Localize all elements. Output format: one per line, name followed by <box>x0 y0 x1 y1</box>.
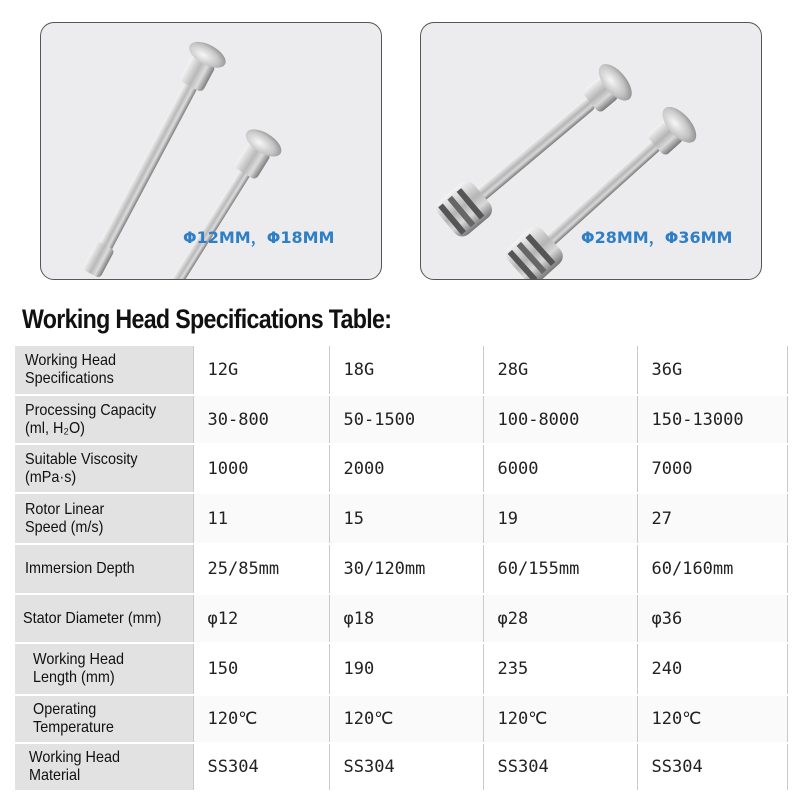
table-row <box>15 643 787 695</box>
cell-value: 120℃ <box>483 695 637 743</box>
row-label <box>15 594 193 643</box>
cell-value: 15 <box>329 493 483 544</box>
cell-value: 30/120mm <box>329 544 483 594</box>
cell-value: SS304 <box>483 743 637 791</box>
row-label-line: Rotor Linear <box>25 500 105 518</box>
cell-value: 11 <box>193 493 329 544</box>
table-row <box>15 395 787 444</box>
large-heads-caption: Φ28MM，Φ36MM <box>581 228 733 247</box>
cell-value: 150-13000 <box>637 395 787 444</box>
row-label-line: Stator Diameter (mm) <box>23 609 162 627</box>
cell-value: 36G <box>637 346 787 395</box>
row-label <box>15 493 193 544</box>
row-label-line: Immersion Depth <box>25 560 135 577</box>
cell-value: 25/85mm <box>193 544 329 594</box>
cell-value: 60/160mm <box>637 544 787 594</box>
row-label <box>15 544 193 594</box>
cell-value: 120℃ <box>637 695 787 743</box>
row-label <box>15 346 193 395</box>
row-label-line: Temperature <box>33 719 114 736</box>
cell-value: 18G <box>329 346 483 395</box>
working-head-28mm <box>433 58 638 240</box>
row-label-line: Speed (m/s) <box>25 518 104 536</box>
row-label-line: Working Head <box>29 749 120 766</box>
row-label-line: Suitable Viscosity <box>25 450 138 468</box>
cell-value: 190 <box>329 643 483 695</box>
cell-value: SS304 <box>637 743 787 791</box>
table-row <box>15 743 787 791</box>
cell-value: 100-8000 <box>483 395 637 444</box>
row-label-line: Processing Capacity <box>25 401 157 419</box>
cell-value: 12G <box>193 346 329 395</box>
cell-value: 60/155mm <box>483 544 637 594</box>
table-row <box>15 594 787 643</box>
cell-value: 50-1500 <box>329 395 483 444</box>
cell-value: SS304 <box>329 743 483 791</box>
table-row <box>15 695 787 743</box>
cell-value: 150 <box>193 643 329 695</box>
cell-value: 7000 <box>637 444 787 493</box>
cell-value: φ12 <box>193 594 329 643</box>
row-label-line: Specifications <box>25 370 114 387</box>
row-label <box>15 695 193 743</box>
row-label-line: Working Head <box>33 651 124 668</box>
row-label <box>15 743 193 791</box>
cell-value: 240 <box>637 643 787 695</box>
cell-value: 120℃ <box>329 695 483 743</box>
cell-value: 28G <box>483 346 637 395</box>
product-image-panel-small-heads <box>40 22 382 280</box>
row-label-line: Operating <box>33 701 97 718</box>
specifications-table <box>15 346 788 792</box>
row-label-line: Working Head <box>25 352 116 369</box>
cell-value: 1000 <box>193 444 329 493</box>
specifications-heading: Working Head Specifications Table: <box>22 304 392 334</box>
cell-value: 27 <box>637 493 787 544</box>
cell-value: SS304 <box>193 743 329 791</box>
table-row <box>15 544 787 594</box>
small-heads-caption: Φ12MM，Φ18MM <box>183 228 335 247</box>
cell-value: 120℃ <box>193 695 329 743</box>
table-row <box>15 493 787 544</box>
table-row <box>15 346 787 395</box>
cell-value: 6000 <box>483 444 637 493</box>
row-label-line: Length (mm) <box>33 669 115 686</box>
cell-value: φ28 <box>483 594 637 643</box>
table-row <box>15 444 787 493</box>
cell-value: φ18 <box>329 594 483 643</box>
product-image-panel-large-heads <box>420 22 762 280</box>
row-label <box>15 643 193 695</box>
row-label <box>15 395 193 444</box>
cell-value: 2000 <box>329 444 483 493</box>
row-label <box>15 444 193 493</box>
working-head-36mm <box>502 100 703 279</box>
cell-value: φ36 <box>637 594 787 643</box>
cell-value: 235 <box>483 643 637 695</box>
cell-value: 19 <box>483 493 637 544</box>
row-label-line: (mPa·s) <box>25 468 77 486</box>
row-label-line: (ml, H₂O) <box>25 419 85 437</box>
row-label-line: Material <box>29 767 81 784</box>
working-head-18mm <box>126 124 286 279</box>
cell-value: 30-800 <box>193 395 329 444</box>
